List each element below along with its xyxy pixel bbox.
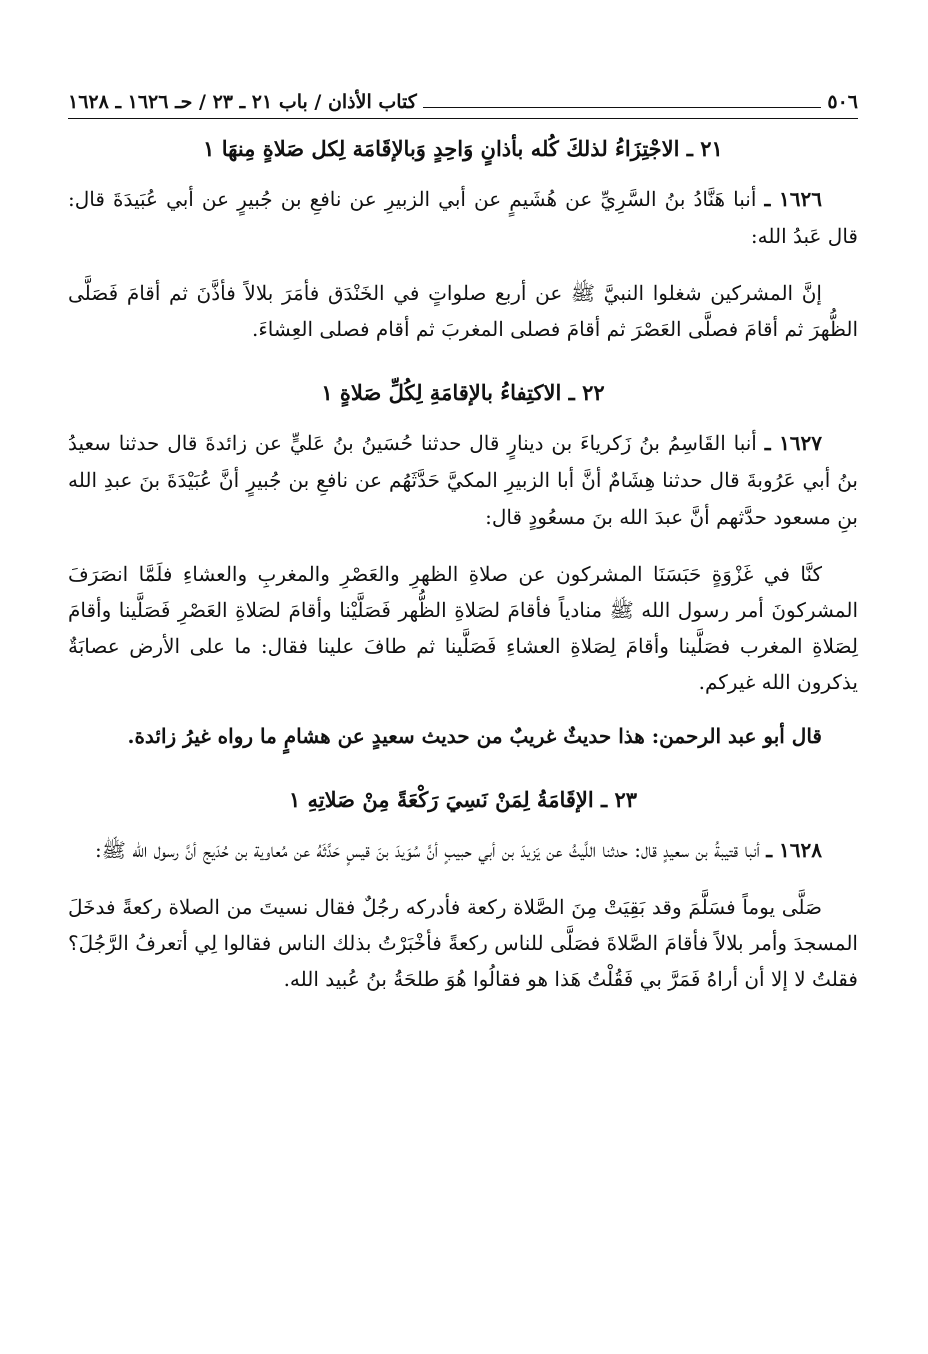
hadith-matn: كنَّا في غَزْوَةٍ حَبَسَنَا المشركون عن صلاةِ الظهرِ والعَصْرِ والمغربِ والعشاءِ فلَمَّا انصَرَفَ المشركونَ أمر رسول الله ﷺ منادياً فأقامَ لصَلاةِ الظُّهر فَصَلَّيْنا وأقامَ لصَلاةِ العَصْرِ فَصَلَّينا وأقامَ لِصَلاةِ المغرب فصَلَّينا وأقامَ لِصَلاةِ العشاءِ فَصَلَّينا ثم طافَ علينا فقال: ما على الأرض عصابَةٌ يذكرون الله غيركم.	[68, 562, 858, 694]
isnad-text: أنبا القَاسِمُ بنُ زَكرياءَ بن دينارٍ قال حدثنا حُسَينُ بنُ عَليٍّ عن زائدةَ قال حدثنا سعيدُ بنُ أبي عَرُوبةَ قال حدثنا هِشَامٌ أنَّ أبا الزبيرِ المكيَّ حَدَّثَهُم عن نافعِ بن جُبيرٍ أنَّ عُبَيْدَةَ بنَ عبدِ الله بنِ مسعود حدَّثهم أنَّ عبدَ الله بنَ مسعُودٍ قال:	[68, 431, 858, 529]
hadith-isnad	[68, 425, 858, 536]
hadith-number: ١٦٢٨ ـ	[766, 838, 822, 862]
hadith-number: ١٦٢٧ ـ	[764, 431, 823, 455]
section-23	[68, 784, 858, 997]
hadith-matn: صَلَّى يوماً فسَلَّمَ وقد بَقِيَتْ مِنَ الصَّلاة ركعة فأدركه رجُلٌ فقال نسيتَ من الصلاة ركعةً فدخَلَ المسجدَ وأمر بلالاً فأقامَ الصَّلاةَ فصَلَّى للناس ركعةً فأخْبَرْتُ بذلك الناس فقالوا لِي أتعرفُ الرَّجُلَ؟ فقلتُ لا إلا أن أراهُ فَمَرَّ بي فَقُلْتُ هَذا هو فقالُوا هُوَ طلحَةُ بنُ عُبيد الله.	[68, 895, 858, 991]
hadith-number: ١٦٢٦ ـ	[764, 187, 822, 211]
hadith-isnad	[68, 832, 858, 869]
section-heading: ٢٢ ـ الاكتِفاءُ بالإقامَةِ لِكُلِّ صَلاةٍ ١	[321, 380, 605, 405]
isnad-text: أنبا قتيبةُ بن سعيدٍ قال: حدثنا اللَّيثُ عن يَزيدَ بن أبي حبيبٍ أنَّ سُوَيدَ بنَ قيسٍ حَدَّثَهُ عن مُعاوية بن حُدَيج أنَّ رسول الله ﷺ:	[95, 838, 760, 862]
document-page	[68, 86, 858, 1027]
header-rule	[423, 107, 822, 108]
page-number: ٥٠٦	[827, 91, 858, 113]
author-comment: قال أبو عبد الرحمن: هذا حديثٌ غريبٌ من حديث سعيدٍ عن هشامٍ ما رواه غيرُ زائدة.	[127, 724, 822, 748]
hadith-isnad	[68, 181, 858, 255]
section-22	[68, 377, 858, 754]
section-heading: ٢٣ ـ الإقَامَةُ لِمَنْ نَسِيَ رَكْعَةً مِنْ صَلاتِهِ ١	[288, 787, 638, 812]
section-21	[68, 133, 858, 347]
section-heading: ٢١ ـ الاجْتِزَاءُ لذلكَ كُله بأذانٍ وَاحِدٍ وَبالإقَامَة لِكل صَلاةٍ مِنهَا ١	[203, 136, 723, 161]
running-header	[68, 86, 858, 119]
hadith-matn: إنَّ المشركين شغلوا النبيَّ ﷺ عن أربع صلواتٍ في الخَنْدَق فأمَرَ بلالاً فأذَّنَ ثم أقامَ فَصَلَّى الظُّهرَ ثم أقامَ فصلَّى العَصْرَ ثم أقامَ فصلى المغربَ ثم أقام فصلى العِشاءَ.	[68, 281, 858, 341]
isnad-text: أنبا هَنَّادُ بنُ السَّرِيِّ عن هُشَيمٍ عن أبي الزبيرِ عن نافعِ بن جُبيرٍ عن أبي عُبَيدَةَ قال: قال عَبدُ الله:	[68, 187, 858, 248]
running-title: كتاب الأذان / باب ٢١ ـ ٢٣ / حـ ١٦٢٦ ـ ١٦٢٨	[68, 91, 417, 113]
